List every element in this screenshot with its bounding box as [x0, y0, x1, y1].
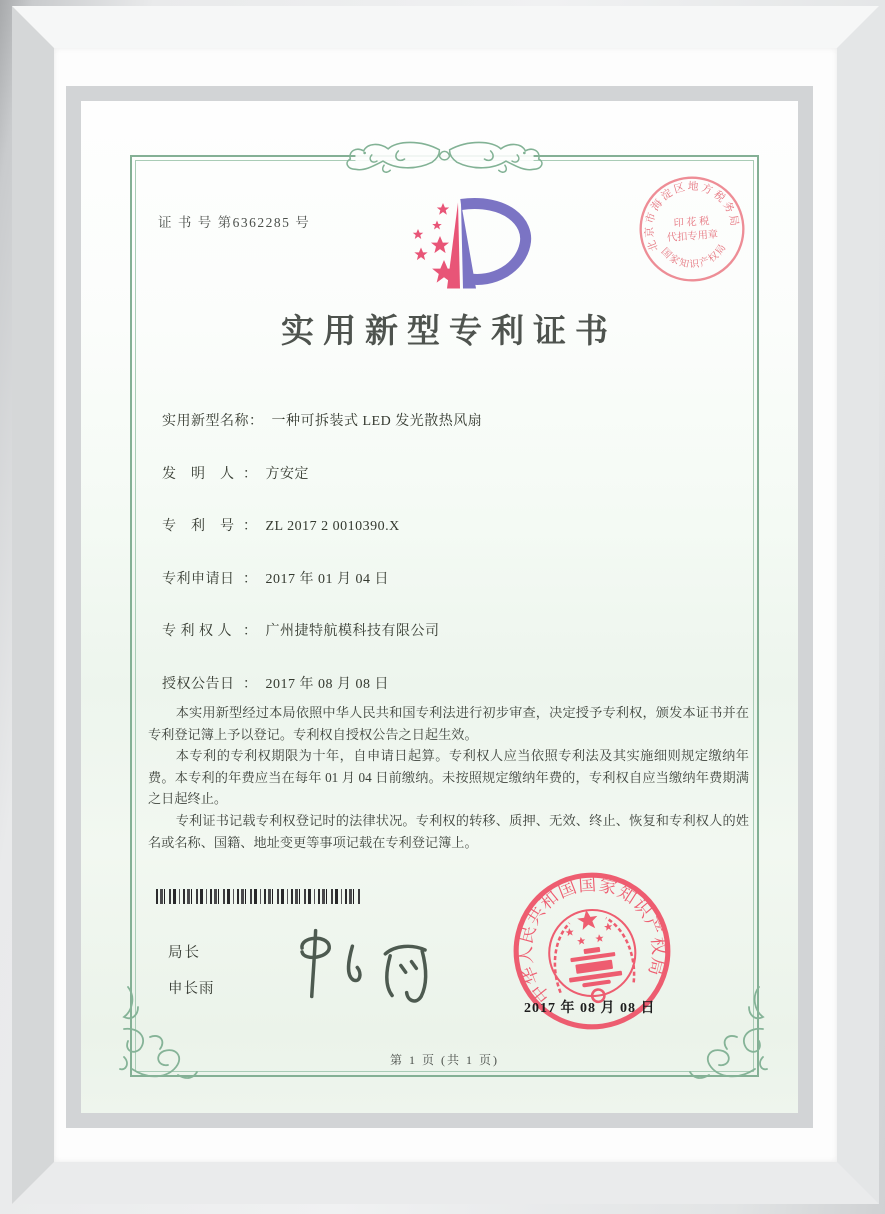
tax-stamp-center-line2: 代扣专用章: [666, 229, 719, 245]
field-value: 2017 年 08 月 08 日: [265, 676, 389, 692]
field-row-inventor: [162, 463, 727, 482]
tax-stamp-bottom-text: 国家知识产权局: [658, 241, 730, 271]
body-paragraph: 本专利的专利权期限为十年，自申请日起算。专利权人应当依照专利法及其实施细则规定缴纳年费。本专利的年费应当在每年 01 月 04 日前缴纳。未按照规定缴纳年费的，专利权自应当缴纳年费期满之日起终止。: [148, 748, 749, 807]
barcode: [156, 889, 360, 904]
field-row-patentee: [162, 620, 727, 639]
field-row-invention-name: [162, 410, 727, 429]
field-row-patent-number: [162, 515, 727, 534]
certificate-number: 证 书 号 第6362285 号: [158, 215, 311, 230]
commissioner-signature: [280, 919, 450, 1011]
national-emblem-icon: [544, 904, 642, 1008]
corner-flourish-icon: [687, 979, 769, 1091]
field-label: 专 利 权 人: [162, 624, 232, 639]
body-paragraph: 专利证书记载专利权登记时的法律状况。专利权的转移、质押、无效、终止、恢复和专利权人的姓名或名称、国籍、地址变更等事项记载在专利登记簿上。: [148, 812, 749, 850]
field-value: 方安定: [265, 466, 309, 482]
svg-text:国家知识产权局: [658, 240, 731, 272]
field-separator: ：: [243, 571, 258, 587]
dragon-ornament-icon: [337, 134, 552, 178]
certificate-fields: [162, 410, 727, 725]
body-paragraph: 本实用新型经过本局依照中华人民共和国专利法进行初步审查，决定授予专利权，颁发本证书并在专利登记簿上予以登记。专利权自授权公告之日起生效。: [148, 705, 749, 742]
field-label: 专利申请日: [162, 571, 235, 587]
field-separator: ：: [243, 466, 258, 482]
svg-text:中华人民共和国国家知识产权局: [505, 864, 675, 1009]
field-value: 广州捷特航模科技有限公司: [265, 624, 440, 639]
field-separator: ：: [243, 676, 258, 692]
certificate-border: [130, 155, 759, 1077]
legal-text: [148, 702, 749, 853]
field-value: 2017 年 01 月 04 日: [265, 571, 389, 587]
field-separator: ：: [243, 519, 258, 534]
commissioner-name: 申长雨: [168, 981, 215, 997]
issuer-block: [168, 941, 215, 998]
seal-ring-text: 中华人民共和国国家知识产权局: [515, 874, 669, 1007]
tax-stamp-center-line1: 印 花 税: [673, 216, 710, 230]
page-number: 第 1 页 (共 1 页): [390, 1053, 499, 1067]
field-row-grant-date: [162, 673, 727, 692]
field-value: 一种可拆装式 LED 发光散热风扇: [271, 414, 483, 429]
field-label: 发 明 人: [162, 466, 235, 482]
field-value: ZL 2017 2 0010390.X: [265, 519, 400, 534]
certificate-title: 实用新型专利证书: [281, 314, 617, 350]
field-separator: ：: [243, 624, 258, 639]
field-separator: ：: [249, 414, 264, 429]
commissioner-title: 局长: [168, 945, 201, 961]
field-label: 授权公告日: [162, 676, 235, 692]
patent-office-logo-icon: [394, 197, 544, 295]
field-row-filing-date: [162, 568, 727, 587]
tax-stamp-top-text: 北京市海淀区地方税务局: [643, 180, 741, 253]
seal-date: 2017 年 08 月 08 日: [524, 1001, 656, 1016]
tax-stamp-seal: [632, 169, 752, 289]
field-label: 专 利 号: [162, 519, 235, 534]
field-label: 实用新型名称: [162, 414, 249, 429]
